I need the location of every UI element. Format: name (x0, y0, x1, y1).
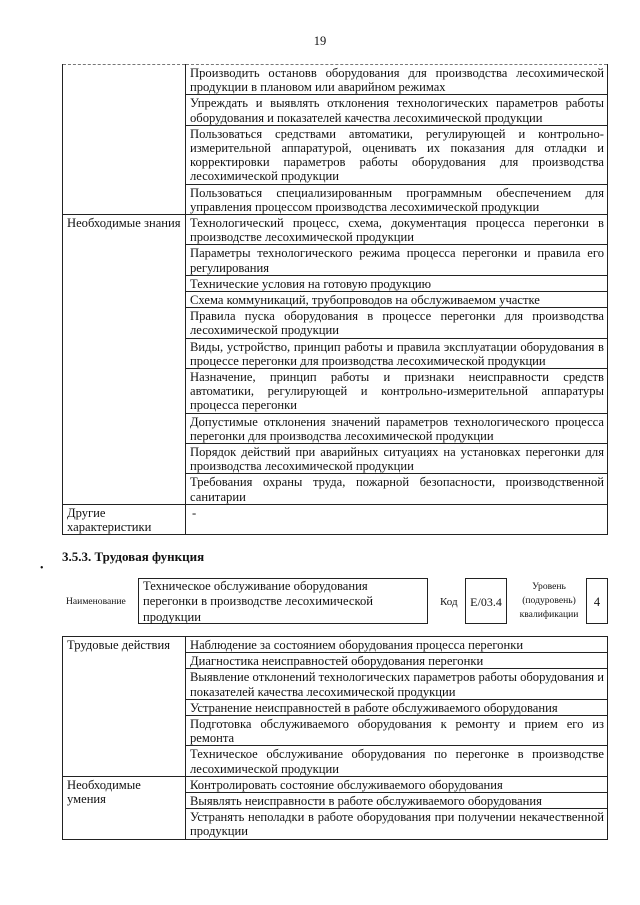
table-cell: - (186, 504, 608, 534)
bullet-mark: • (40, 563, 44, 574)
function-details-table (62, 636, 608, 840)
table-cell: Выявлять неисправности в работе обслуживаемого оборудования (186, 793, 608, 809)
table-cell: Технологический процесс, схема, документация процесса перегонки в производстве лесохимической продукции (186, 215, 608, 245)
name-label: Наименование (66, 596, 126, 607)
requirements-table-continued (62, 64, 608, 535)
table-cell: Устранение неисправностей в работе обслуживаемого оборудования (186, 699, 608, 715)
table-row (63, 637, 608, 653)
table-cell: Параметры технологического режима процесса перегонки и правила его регулирования (186, 245, 608, 275)
table-row (63, 776, 608, 792)
function-name-box: Техническое обслуживание оборудования перегонки в производстве лесохимической продукции (138, 578, 428, 624)
row-group-label: Необходимые умения (63, 776, 186, 839)
table-cell: Техническое обслуживание оборудования по перегонке в производстве лесохимической продукции (186, 746, 608, 776)
row-group-label: Трудовые действия (63, 637, 186, 777)
table-cell: Пользоваться средствами автоматики, регулирующей и контрольно-измерительной аппаратурой, оценивать их показания для отладки и корректировки параметров работы оборудования для производства лесохимической продукции (186, 125, 608, 184)
table-cell: Пользоваться специализированным программным обеспечением для управления процессом производства лесохимической продукции (186, 184, 608, 214)
table-cell: Порядок действий при аварийных ситуациях на установках перегонки для производства лесохимической продукции (186, 444, 608, 474)
table-row (63, 504, 608, 534)
table-row (63, 65, 608, 95)
table-cell: Упреждать и выявлять отклонения технологических параметров работы оборудования и показателей качества лесохимической продукции (186, 95, 608, 125)
qualification-level-box: 4 (586, 578, 608, 624)
table-cell: Технические условия на готовую продукцию (186, 275, 608, 291)
table-cell: Правила пуска оборудования в процессе перегонки для производства лесохимической продукции (186, 308, 608, 338)
section-heading: 3.5.3. Трудовая функция (62, 549, 205, 564)
table-cell: Схема коммуникаций, трубопроводов на обслуживаемом участке (186, 292, 608, 308)
row-group-label (63, 65, 186, 215)
table-cell: Назначение, принцип работы и признаки неисправности средств автоматики, регулирующей и контрольно-измерительной аппаратуры процесса перегонки (186, 369, 608, 414)
table-cell: Виды, устройство, принцип работы и правила эксплуатации оборудования в процессе перегонки для производства лесохимической продукции (186, 338, 608, 368)
page-number: 19 (313, 34, 327, 48)
table-cell: Диагностика неисправностей оборудования перегонки (186, 653, 608, 669)
table-row (63, 215, 608, 245)
table-cell: Устранять неполадки в работе оборудования при получении некачественной продукции (186, 809, 608, 839)
row-group-label: Другие характеристики (63, 504, 186, 534)
qualification-level-label: Уровень (подуровень) квалификации (519, 581, 579, 620)
row-group-label: Необходимые знания (63, 215, 186, 505)
function-header (62, 578, 608, 626)
table-cell: Допустимые отклонения значений параметров технологического процесса перегонки для производства лесохимической продукции (186, 413, 608, 443)
table-cell: Наблюдение за состоянием оборудования процесса перегонки (186, 637, 608, 653)
table-cell: Требования охраны труда, пожарной безопасности, производственной санитарии (186, 474, 608, 504)
table-cell: Производить остановв оборудования для производства лесохимической продукции в плановом или аварийном режимах (186, 65, 608, 95)
function-code-box: E/03.4 (465, 578, 507, 624)
table-cell: Выявление отклонений технологических параметров работы оборудования и показателей качества лесохимической продукции (186, 669, 608, 699)
table-cell: Подготовка обслуживаемого оборудования к ремонту и прием его из ремонта (186, 716, 608, 746)
table-cell: Контролировать состояние обслуживаемого оборудования (186, 776, 608, 792)
code-label: Код (440, 596, 458, 608)
